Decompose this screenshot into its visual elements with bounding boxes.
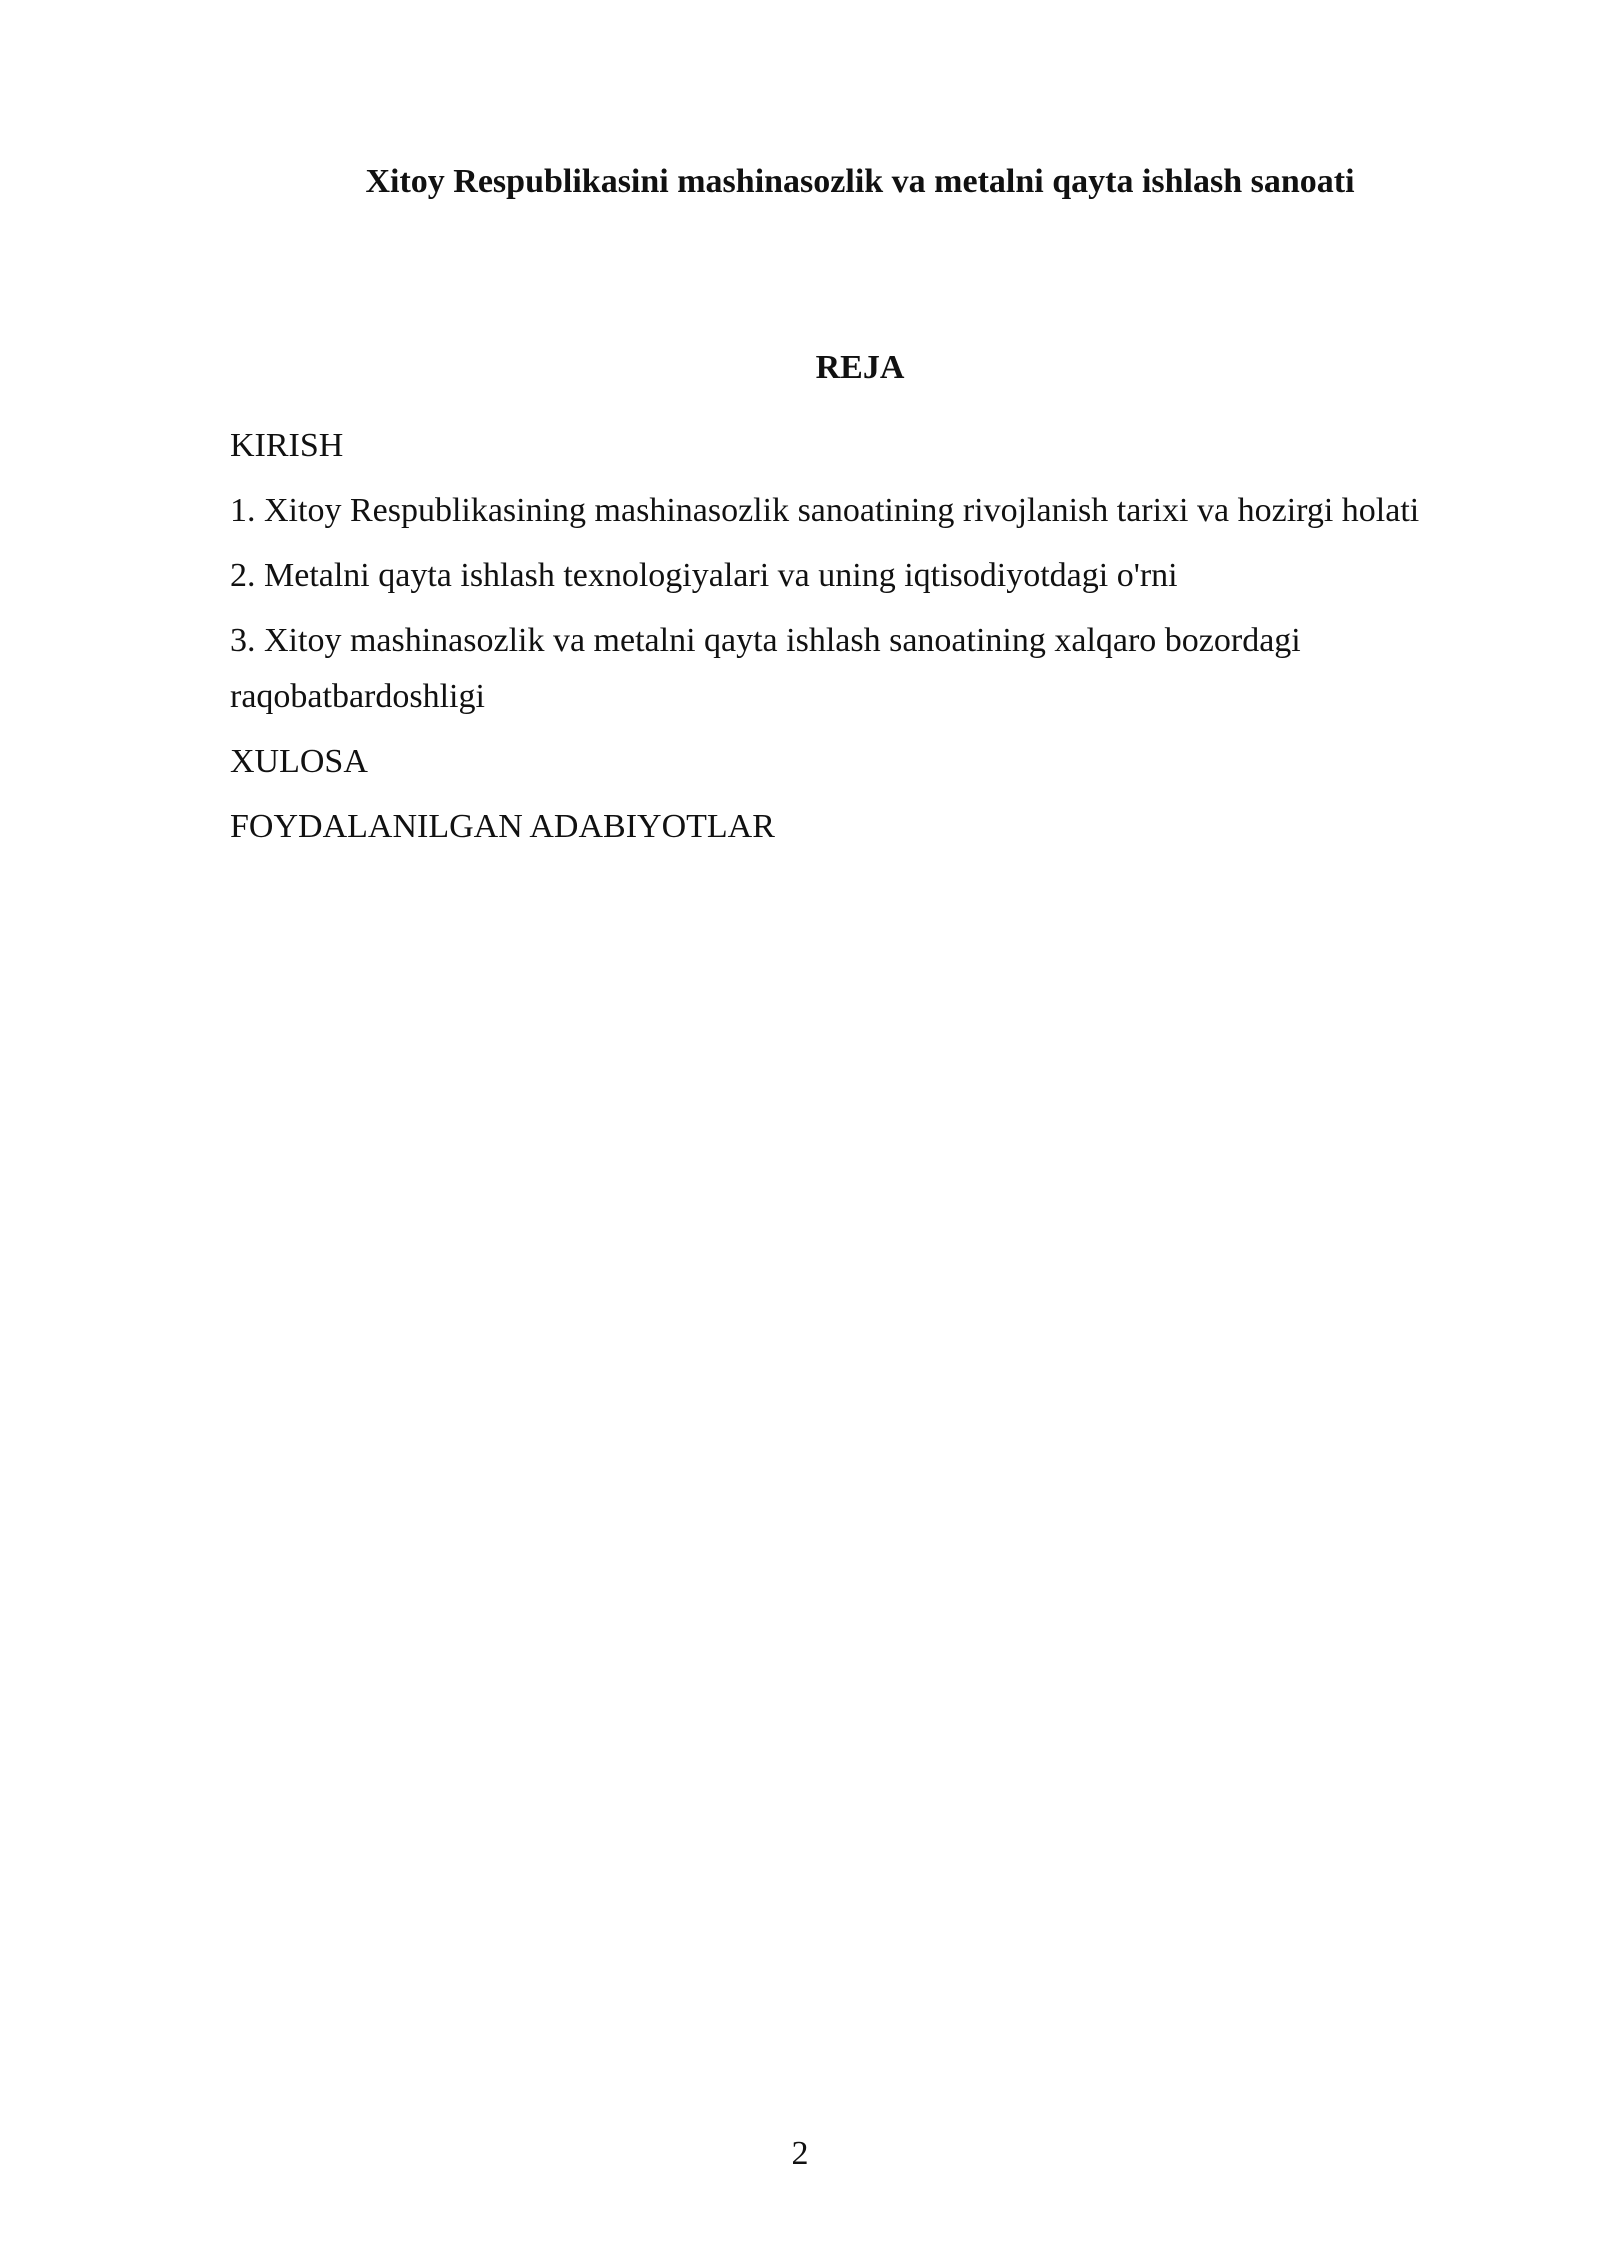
page-number: 2 xyxy=(791,2135,809,2172)
plan-item-conclusion: XULOSA xyxy=(230,743,368,780)
plan-heading: REJA xyxy=(815,349,905,386)
plan-list xyxy=(230,418,1480,864)
plan-item-introduction: KIRISH xyxy=(230,427,344,464)
document-title: Xitoy Respublikasini mashinasozlik va metalni qayta ishlash sanoati xyxy=(365,163,1355,200)
plan-item-3: 3. Xitoy mashinasozlik va metalni qayta ishlash sanoatining xalqaro bozordagi raqobatbardoshligi xyxy=(230,622,1301,715)
plan-item-1: 1. Xitoy Respublikasining mashinasozlik sanoatining rivojlanish tarixi va hozirgi holati xyxy=(230,492,1420,529)
plan-item-2: 2. Metalni qayta ishlash texnologiyalari va uning iqtisodiyotdagi o'rni xyxy=(230,557,1178,594)
plan-item-references: FOYDALANILGAN ADABIYOTLAR xyxy=(230,808,775,845)
